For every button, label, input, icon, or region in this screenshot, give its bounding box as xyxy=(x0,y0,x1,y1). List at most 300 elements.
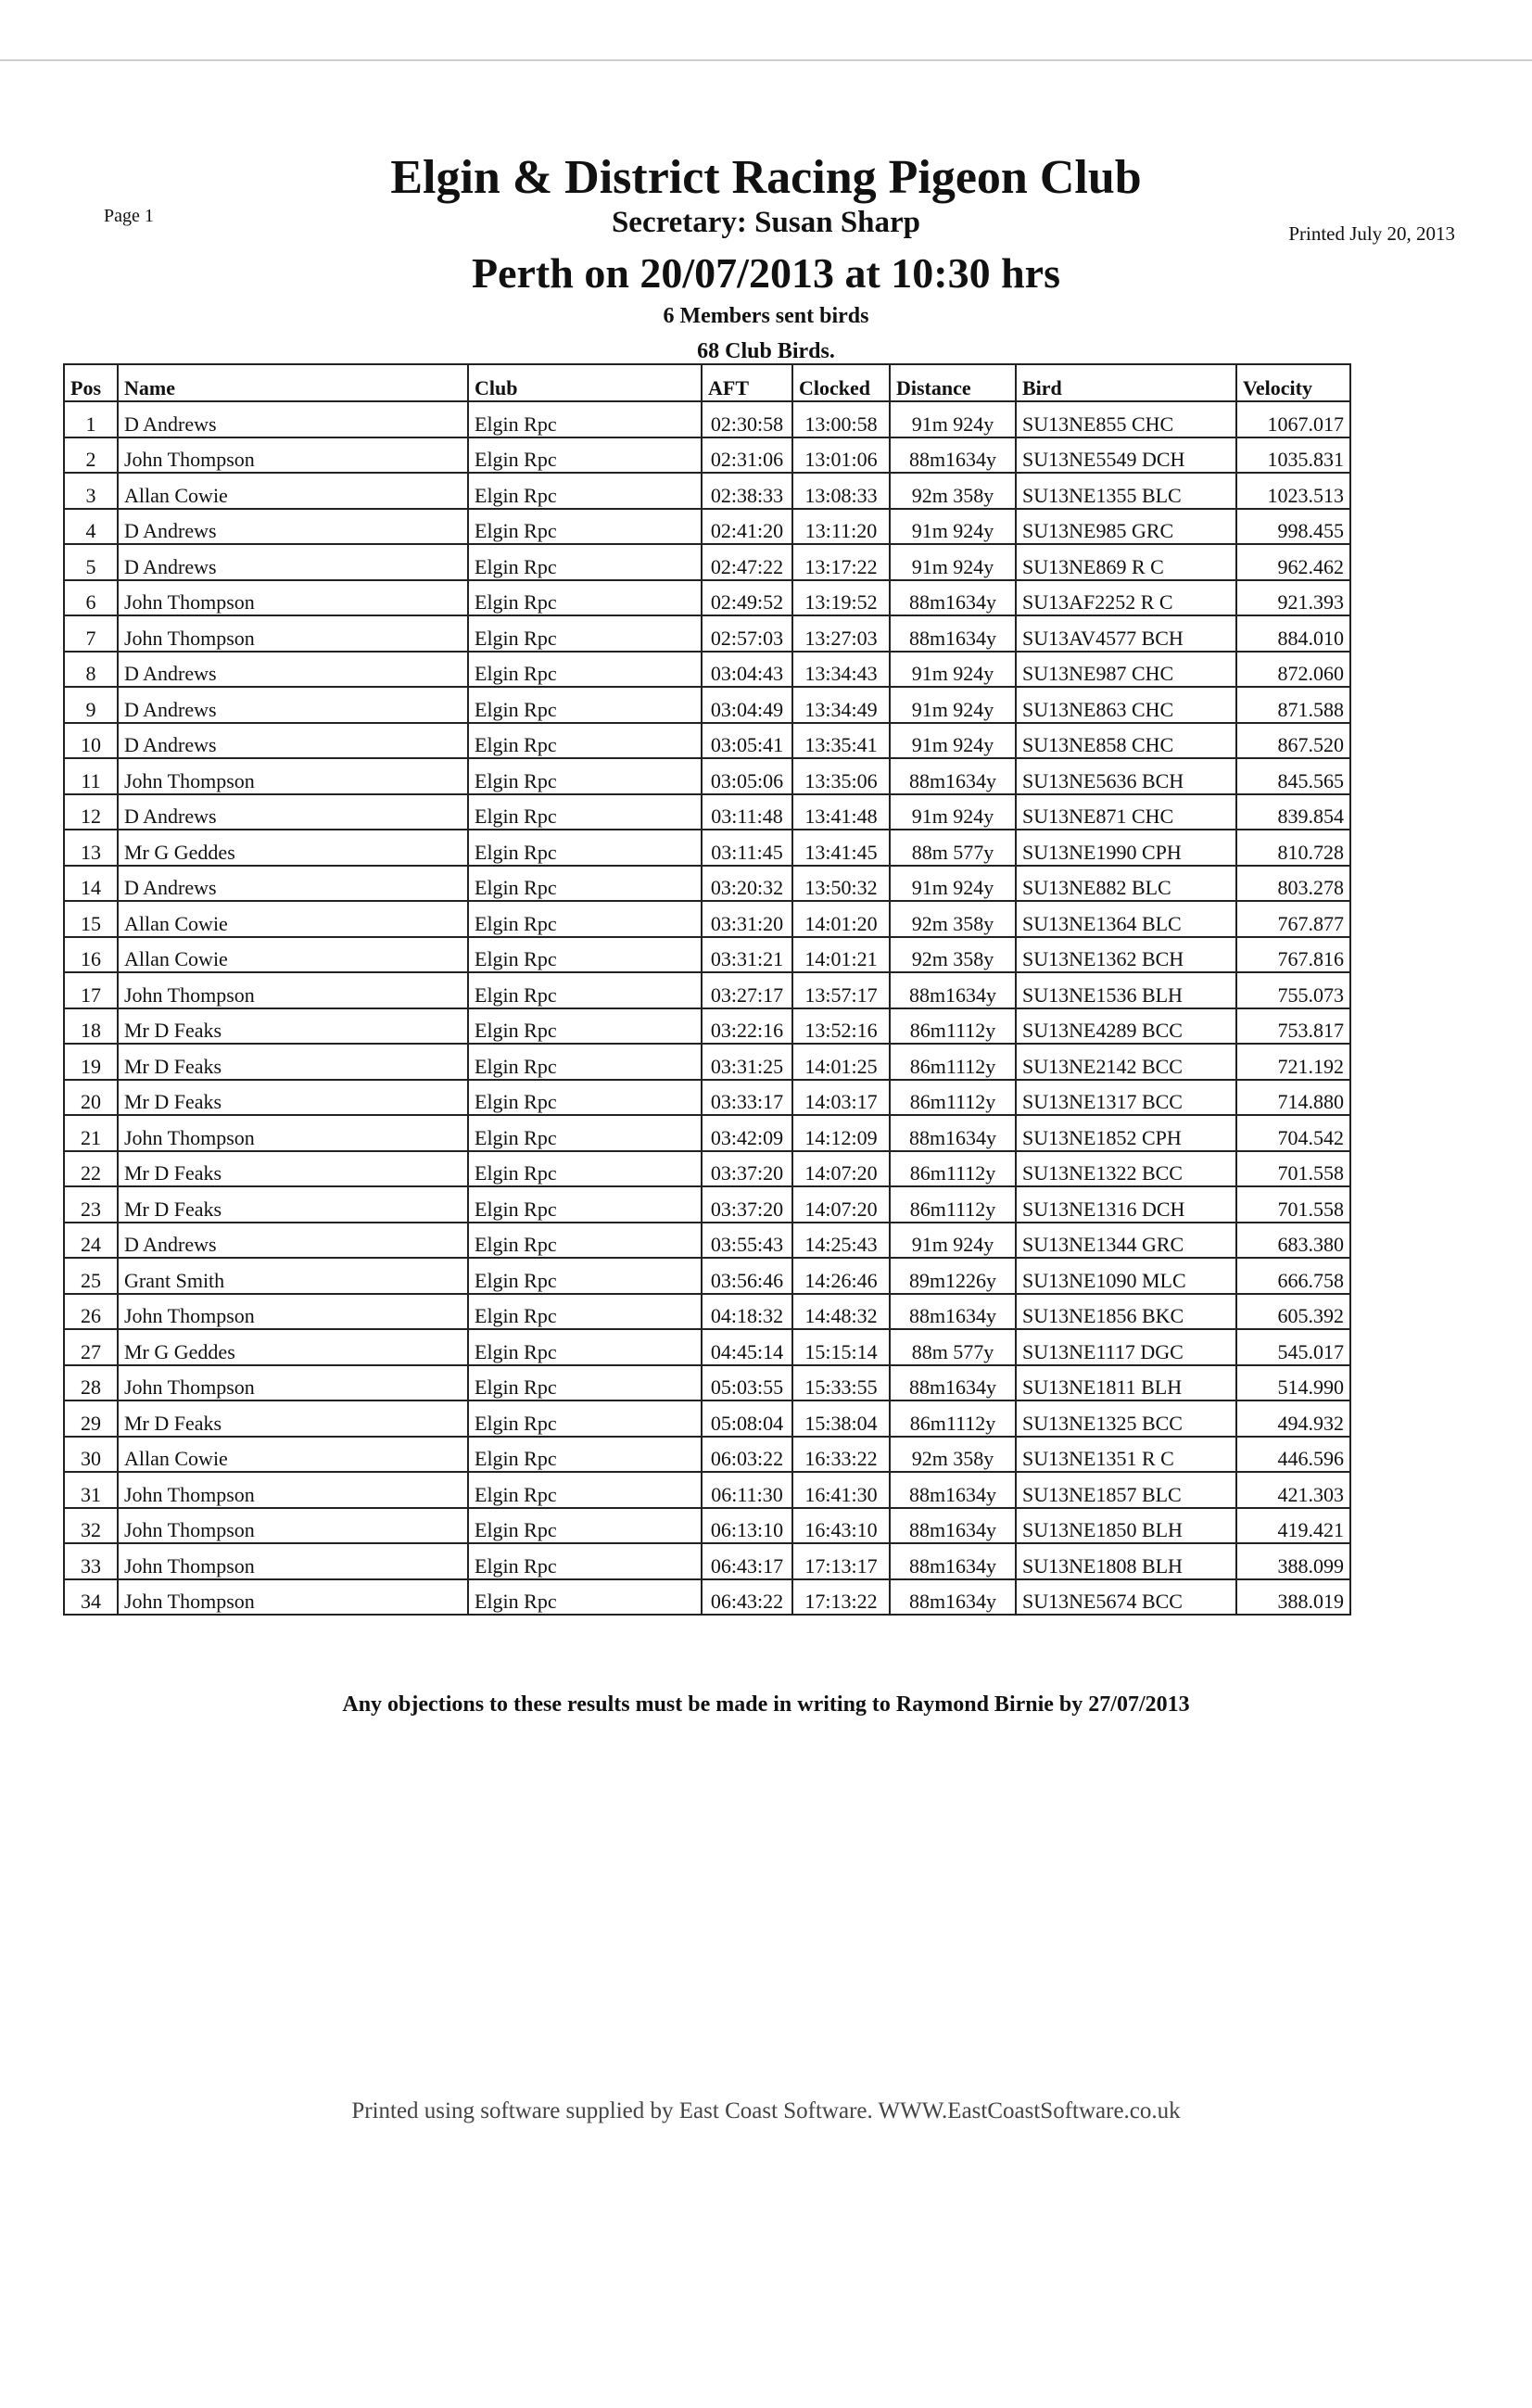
bird-cell: SU13NE882 BLC xyxy=(1016,866,1236,902)
club-cell: Elgin Rpc xyxy=(468,687,702,723)
velocity-cell: 921.393 xyxy=(1236,580,1350,616)
name-cell: D Andrews xyxy=(118,1223,468,1259)
pos-cell: 2 xyxy=(64,437,118,474)
name-cell: D Andrews xyxy=(118,723,468,759)
table-row xyxy=(64,509,1350,545)
distance-cell: 88m1634y xyxy=(890,580,1016,616)
aft-cell: 03:05:06 xyxy=(702,758,792,794)
bird-cell: SU13NE1317 BCC xyxy=(1016,1080,1236,1116)
column-header: AFT xyxy=(702,364,792,401)
distance-cell: 88m1634y xyxy=(890,1115,1016,1151)
bird-cell: SU13NE1852 CPH xyxy=(1016,1115,1236,1151)
clocked-cell: 17:13:22 xyxy=(792,1579,890,1616)
distance-cell: 89m1226y xyxy=(890,1258,1016,1294)
table-row xyxy=(64,687,1350,723)
clocked-cell: 13:41:48 xyxy=(792,794,890,830)
club-cell: Elgin Rpc xyxy=(468,723,702,759)
bird-cell: SU13NE1322 BCC xyxy=(1016,1151,1236,1187)
table-row xyxy=(64,1008,1350,1045)
distance-cell: 91m 924y xyxy=(890,794,1016,830)
aft-cell: 06:03:22 xyxy=(702,1437,792,1473)
aft-cell: 02:30:58 xyxy=(702,401,792,437)
pos-cell: 30 xyxy=(64,1437,118,1473)
objections-note: Any objections to these results must be made in writing to Raymond Birnie by 27/07/2013 xyxy=(342,1692,1190,1717)
pos-cell: 32 xyxy=(64,1508,118,1544)
name-cell: John Thompson xyxy=(118,580,468,616)
club-cell: Elgin Rpc xyxy=(468,1186,702,1223)
race-title: Perth on 20/07/2013 at 10:30 hrs xyxy=(471,249,1060,297)
aft-cell: 03:42:09 xyxy=(702,1115,792,1151)
aft-cell: 02:41:20 xyxy=(702,509,792,545)
aft-cell: 02:47:22 xyxy=(702,544,792,580)
club-cell: Elgin Rpc xyxy=(468,1008,702,1045)
table-row xyxy=(64,901,1350,937)
club-cell: Elgin Rpc xyxy=(468,401,702,437)
aft-cell: 03:31:25 xyxy=(702,1044,792,1080)
distance-cell: 88m1634y xyxy=(890,1365,1016,1401)
table-row xyxy=(64,1400,1350,1437)
aft-cell: 03:31:21 xyxy=(702,937,792,973)
table-row xyxy=(64,1294,1350,1330)
club-cell: Elgin Rpc xyxy=(468,1258,702,1294)
table-row xyxy=(64,544,1350,580)
clocked-cell: 14:01:25 xyxy=(792,1044,890,1080)
distance-cell: 88m1634y xyxy=(890,437,1016,474)
club-cell: Elgin Rpc xyxy=(468,937,702,973)
printed-date: Printed July 20, 2013 xyxy=(1288,222,1455,245)
page-number: Page 1 xyxy=(104,206,154,226)
club-cell: Elgin Rpc xyxy=(468,473,702,509)
clocked-cell: 13:52:16 xyxy=(792,1008,890,1045)
clocked-cell: 16:33:22 xyxy=(792,1437,890,1473)
aft-cell: 02:57:03 xyxy=(702,615,792,652)
column-header: Name xyxy=(118,364,468,401)
name-cell: Mr D Feaks xyxy=(118,1400,468,1437)
table-row xyxy=(64,937,1350,973)
velocity-cell: 884.010 xyxy=(1236,615,1350,652)
bird-cell: SU13NE1316 DCH xyxy=(1016,1186,1236,1223)
pos-cell: 27 xyxy=(64,1329,118,1365)
table-row xyxy=(64,580,1350,616)
table-row xyxy=(64,972,1350,1008)
club-cell: Elgin Rpc xyxy=(468,652,702,688)
bird-cell: SU13NE4289 BCC xyxy=(1016,1008,1236,1045)
bird-cell: SU13NE1090 MLC xyxy=(1016,1258,1236,1294)
pos-cell: 11 xyxy=(64,758,118,794)
name-cell: Mr D Feaks xyxy=(118,1044,468,1080)
bird-cell: SU13NE1856 BKC xyxy=(1016,1294,1236,1330)
clocked-cell: 14:25:43 xyxy=(792,1223,890,1259)
name-cell: D Andrews xyxy=(118,794,468,830)
velocity-cell: 683.380 xyxy=(1236,1223,1350,1259)
velocity-cell: 803.278 xyxy=(1236,866,1350,902)
bird-cell: SU13NE858 CHC xyxy=(1016,723,1236,759)
table-row xyxy=(64,1186,1350,1223)
table-row xyxy=(64,1437,1350,1473)
velocity-cell: 767.877 xyxy=(1236,901,1350,937)
clocked-cell: 14:03:17 xyxy=(792,1080,890,1116)
clocked-cell: 13:50:32 xyxy=(792,866,890,902)
distance-cell: 88m 577y xyxy=(890,1329,1016,1365)
club-cell: Elgin Rpc xyxy=(468,1044,702,1080)
bird-cell: SU13NE1344 GRC xyxy=(1016,1223,1236,1259)
velocity-cell: 998.455 xyxy=(1236,509,1350,545)
table-row xyxy=(64,1258,1350,1294)
velocity-cell: 721.192 xyxy=(1236,1044,1350,1080)
pos-cell: 31 xyxy=(64,1472,118,1508)
distance-cell: 88m 577y xyxy=(890,830,1016,866)
bird-cell: SU13NE1811 BLH xyxy=(1016,1365,1236,1401)
table-row xyxy=(64,1151,1350,1187)
club-cell: Elgin Rpc xyxy=(468,1080,702,1116)
bird-cell: SU13NE1850 BLH xyxy=(1016,1508,1236,1544)
aft-cell: 03:11:45 xyxy=(702,830,792,866)
name-cell: Mr D Feaks xyxy=(118,1080,468,1116)
distance-cell: 88m1634y xyxy=(890,615,1016,652)
aft-cell: 03:11:48 xyxy=(702,794,792,830)
pos-cell: 18 xyxy=(64,1008,118,1045)
pos-cell: 22 xyxy=(64,1151,118,1187)
club-cell: Elgin Rpc xyxy=(468,509,702,545)
pos-cell: 12 xyxy=(64,794,118,830)
club-cell: Elgin Rpc xyxy=(468,972,702,1008)
aft-cell: 03:04:49 xyxy=(702,687,792,723)
name-cell: D Andrews xyxy=(118,544,468,580)
pos-cell: 33 xyxy=(64,1543,118,1579)
distance-cell: 91m 924y xyxy=(890,1223,1016,1259)
clocked-cell: 13:35:41 xyxy=(792,723,890,759)
bird-cell: SU13AF2252 R C xyxy=(1016,580,1236,616)
table-row xyxy=(64,723,1350,759)
bird-cell: SU13NE987 CHC xyxy=(1016,652,1236,688)
clocked-cell: 13:08:33 xyxy=(792,473,890,509)
club-cell: Elgin Rpc xyxy=(468,1543,702,1579)
club-title: Elgin & District Racing Pigeon Club xyxy=(390,151,1142,204)
velocity-cell: 1023.513 xyxy=(1236,473,1350,509)
bird-cell: SU13NE5636 BCH xyxy=(1016,758,1236,794)
distance-cell: 86m1112y xyxy=(890,1186,1016,1223)
distance-cell: 86m1112y xyxy=(890,1008,1016,1045)
pos-cell: 26 xyxy=(64,1294,118,1330)
pos-cell: 24 xyxy=(64,1223,118,1259)
velocity-cell: 419.421 xyxy=(1236,1508,1350,1544)
aft-cell: 02:31:06 xyxy=(702,437,792,474)
aft-cell: 03:56:46 xyxy=(702,1258,792,1294)
bird-cell: SU13NE871 CHC xyxy=(1016,794,1236,830)
table-header-row xyxy=(64,364,1350,401)
pos-cell: 17 xyxy=(64,972,118,1008)
distance-cell: 86m1112y xyxy=(890,1044,1016,1080)
distance-cell: 86m1112y xyxy=(890,1400,1016,1437)
clocked-cell: 14:07:20 xyxy=(792,1151,890,1187)
velocity-cell: 872.060 xyxy=(1236,652,1350,688)
bird-cell: SU13NE855 CHC xyxy=(1016,401,1236,437)
aft-cell: 03:05:41 xyxy=(702,723,792,759)
name-cell: John Thompson xyxy=(118,1115,468,1151)
distance-cell: 88m1634y xyxy=(890,1472,1016,1508)
bird-cell: SU13NE5674 BCC xyxy=(1016,1579,1236,1616)
distance-cell: 88m1634y xyxy=(890,972,1016,1008)
name-cell: John Thompson xyxy=(118,758,468,794)
name-cell: D Andrews xyxy=(118,509,468,545)
name-cell: Grant Smith xyxy=(118,1258,468,1294)
pos-cell: 28 xyxy=(64,1365,118,1401)
club-cell: Elgin Rpc xyxy=(468,794,702,830)
secretary-line: Secretary: Susan Sharp xyxy=(611,206,921,239)
clocked-cell: 14:07:20 xyxy=(792,1186,890,1223)
club-cell: Elgin Rpc xyxy=(468,758,702,794)
velocity-cell: 962.462 xyxy=(1236,544,1350,580)
table-row xyxy=(64,1329,1350,1365)
bird-cell: SU13NE1990 CPH xyxy=(1016,830,1236,866)
velocity-cell: 446.596 xyxy=(1236,1437,1350,1473)
clocked-cell: 15:33:55 xyxy=(792,1365,890,1401)
distance-cell: 88m1634y xyxy=(890,1508,1016,1544)
name-cell: John Thompson xyxy=(118,1365,468,1401)
top-rule xyxy=(0,59,1532,61)
pos-cell: 14 xyxy=(64,866,118,902)
table-row xyxy=(64,866,1350,902)
distance-cell: 92m 358y xyxy=(890,473,1016,509)
velocity-cell: 845.565 xyxy=(1236,758,1350,794)
name-cell: Allan Cowie xyxy=(118,937,468,973)
aft-cell: 06:13:10 xyxy=(702,1508,792,1544)
table-row xyxy=(64,794,1350,830)
club-cell: Elgin Rpc xyxy=(468,580,702,616)
bird-cell: SU13NE1362 BCH xyxy=(1016,937,1236,973)
bird-cell: SU13NE1355 BLC xyxy=(1016,473,1236,509)
club-cell: Elgin Rpc xyxy=(468,1365,702,1401)
club-cell: Elgin Rpc xyxy=(468,1223,702,1259)
column-header: Distance xyxy=(890,364,1016,401)
aft-cell: 03:37:20 xyxy=(702,1151,792,1187)
results-table xyxy=(63,363,1351,1616)
club-cell: Elgin Rpc xyxy=(468,1472,702,1508)
bird-cell: SU13NE1808 BLH xyxy=(1016,1543,1236,1579)
velocity-cell: 767.816 xyxy=(1236,937,1350,973)
clocked-cell: 13:11:20 xyxy=(792,509,890,545)
aft-cell: 03:55:43 xyxy=(702,1223,792,1259)
table-row xyxy=(64,830,1350,866)
column-header: Velocity xyxy=(1236,364,1350,401)
distance-cell: 88m1634y xyxy=(890,758,1016,794)
velocity-cell: 714.880 xyxy=(1236,1080,1350,1116)
pos-cell: 9 xyxy=(64,687,118,723)
clocked-cell: 14:01:20 xyxy=(792,901,890,937)
pos-cell: 16 xyxy=(64,937,118,973)
velocity-cell: 421.303 xyxy=(1236,1472,1350,1508)
clocked-cell: 15:15:14 xyxy=(792,1329,890,1365)
distance-cell: 92m 358y xyxy=(890,937,1016,973)
club-cell: Elgin Rpc xyxy=(468,901,702,937)
table-row xyxy=(64,1115,1350,1151)
name-cell: John Thompson xyxy=(118,1543,468,1579)
velocity-cell: 494.932 xyxy=(1236,1400,1350,1437)
aft-cell: 03:31:20 xyxy=(702,901,792,937)
velocity-cell: 1067.017 xyxy=(1236,401,1350,437)
name-cell: D Andrews xyxy=(118,866,468,902)
velocity-cell: 867.520 xyxy=(1236,723,1350,759)
clocked-cell: 14:12:09 xyxy=(792,1115,890,1151)
name-cell: D Andrews xyxy=(118,652,468,688)
table-row xyxy=(64,1365,1350,1401)
table-row xyxy=(64,758,1350,794)
bird-cell: SU13NE869 R C xyxy=(1016,544,1236,580)
bird-cell: SU13NE2142 BCC xyxy=(1016,1044,1236,1080)
velocity-cell: 753.817 xyxy=(1236,1008,1350,1045)
column-header: Club xyxy=(468,364,702,401)
name-cell: Allan Cowie xyxy=(118,473,468,509)
distance-cell: 86m1112y xyxy=(890,1151,1016,1187)
velocity-cell: 605.392 xyxy=(1236,1294,1350,1330)
distance-cell: 91m 924y xyxy=(890,544,1016,580)
clocked-cell: 13:27:03 xyxy=(792,615,890,652)
name-cell: John Thompson xyxy=(118,1472,468,1508)
velocity-cell: 666.758 xyxy=(1236,1258,1350,1294)
velocity-cell: 839.854 xyxy=(1236,794,1350,830)
distance-cell: 88m1634y xyxy=(890,1579,1016,1616)
club-cell: Elgin Rpc xyxy=(468,1115,702,1151)
pos-cell: 15 xyxy=(64,901,118,937)
velocity-cell: 704.542 xyxy=(1236,1115,1350,1151)
club-cell: Elgin Rpc xyxy=(468,1400,702,1437)
bird-cell: SU13NE1117 DGC xyxy=(1016,1329,1236,1365)
clocked-cell: 13:17:22 xyxy=(792,544,890,580)
velocity-cell: 1035.831 xyxy=(1236,437,1350,474)
bird-cell: SU13NE1351 R C xyxy=(1016,1437,1236,1473)
clocked-cell: 13:35:06 xyxy=(792,758,890,794)
club-cell: Elgin Rpc xyxy=(468,1294,702,1330)
clocked-cell: 14:26:46 xyxy=(792,1258,890,1294)
club-cell: Elgin Rpc xyxy=(468,1437,702,1473)
clocked-cell: 13:01:06 xyxy=(792,437,890,474)
name-cell: John Thompson xyxy=(118,615,468,652)
velocity-cell: 388.099 xyxy=(1236,1543,1350,1579)
pos-cell: 19 xyxy=(64,1044,118,1080)
table-row xyxy=(64,1579,1350,1616)
aft-cell: 03:27:17 xyxy=(702,972,792,1008)
club-cell: Elgin Rpc xyxy=(468,1508,702,1544)
pos-cell: 5 xyxy=(64,544,118,580)
pos-cell: 25 xyxy=(64,1258,118,1294)
pos-cell: 6 xyxy=(64,580,118,616)
aft-cell: 06:43:17 xyxy=(702,1543,792,1579)
distance-cell: 86m1112y xyxy=(890,1080,1016,1116)
aft-cell: 06:11:30 xyxy=(702,1472,792,1508)
name-cell: D Andrews xyxy=(118,401,468,437)
table-row xyxy=(64,1080,1350,1116)
aft-cell: 05:03:55 xyxy=(702,1365,792,1401)
clocked-cell: 14:01:21 xyxy=(792,937,890,973)
bird-cell: SU13AV4577 BCH xyxy=(1016,615,1236,652)
name-cell: Allan Cowie xyxy=(118,901,468,937)
distance-cell: 88m1634y xyxy=(890,1543,1016,1579)
velocity-cell: 701.558 xyxy=(1236,1186,1350,1223)
distance-cell: 92m 358y xyxy=(890,1437,1016,1473)
distance-cell: 92m 358y xyxy=(890,901,1016,937)
velocity-cell: 545.017 xyxy=(1236,1329,1350,1365)
club-cell: Elgin Rpc xyxy=(468,437,702,474)
club-cell: Elgin Rpc xyxy=(468,1329,702,1365)
table-row xyxy=(64,401,1350,437)
pos-cell: 10 xyxy=(64,723,118,759)
name-cell: John Thompson xyxy=(118,437,468,474)
name-cell: Mr D Feaks xyxy=(118,1186,468,1223)
bird-cell: SU13NE863 CHC xyxy=(1016,687,1236,723)
clocked-cell: 17:13:17 xyxy=(792,1543,890,1579)
velocity-cell: 514.990 xyxy=(1236,1365,1350,1401)
aft-cell: 02:38:33 xyxy=(702,473,792,509)
results-body xyxy=(64,401,1350,1615)
name-cell: Mr D Feaks xyxy=(118,1008,468,1045)
aft-cell: 04:45:14 xyxy=(702,1329,792,1365)
name-cell: Mr G Geddes xyxy=(118,830,468,866)
clocked-cell: 13:57:17 xyxy=(792,972,890,1008)
pos-cell: 20 xyxy=(64,1080,118,1116)
aft-cell: 05:08:04 xyxy=(702,1400,792,1437)
pos-cell: 4 xyxy=(64,509,118,545)
aft-cell: 06:43:22 xyxy=(702,1579,792,1616)
bird-cell: SU13NE1857 BLC xyxy=(1016,1472,1236,1508)
bird-cell: SU13NE1325 BCC xyxy=(1016,1400,1236,1437)
aft-cell: 03:37:20 xyxy=(702,1186,792,1223)
pos-cell: 21 xyxy=(64,1115,118,1151)
bird-cell: SU13NE5549 DCH xyxy=(1016,437,1236,474)
distance-cell: 91m 924y xyxy=(890,509,1016,545)
name-cell: Mr G Geddes xyxy=(118,1329,468,1365)
distance-cell: 91m 924y xyxy=(890,401,1016,437)
club-cell: Elgin Rpc xyxy=(468,1579,702,1616)
name-cell: D Andrews xyxy=(118,687,468,723)
software-footer: Printed using software supplied by East Coast Software. WWW.EastCoastSoftware.co.uk xyxy=(351,2098,1181,2123)
club-cell: Elgin Rpc xyxy=(468,544,702,580)
aft-cell: 03:04:43 xyxy=(702,652,792,688)
table-row xyxy=(64,1044,1350,1080)
table-row xyxy=(64,1508,1350,1544)
club-cell: Elgin Rpc xyxy=(468,615,702,652)
name-cell: John Thompson xyxy=(118,972,468,1008)
clocked-cell: 16:41:30 xyxy=(792,1472,890,1508)
pos-cell: 1 xyxy=(64,401,118,437)
pos-cell: 7 xyxy=(64,615,118,652)
velocity-cell: 810.728 xyxy=(1236,830,1350,866)
clocked-cell: 15:38:04 xyxy=(792,1400,890,1437)
column-header: Bird xyxy=(1016,364,1236,401)
clocked-cell: 13:00:58 xyxy=(792,401,890,437)
name-cell: Mr D Feaks xyxy=(118,1151,468,1187)
velocity-cell: 701.558 xyxy=(1236,1151,1350,1187)
aft-cell: 03:33:17 xyxy=(702,1080,792,1116)
column-header: Pos xyxy=(64,364,118,401)
table-row xyxy=(64,652,1350,688)
aft-cell: 03:20:32 xyxy=(702,866,792,902)
club-cell: Elgin Rpc xyxy=(468,830,702,866)
members-count: 6 Members sent birds xyxy=(663,304,869,328)
name-cell: John Thompson xyxy=(118,1294,468,1330)
bird-cell: SU13NE985 GRC xyxy=(1016,509,1236,545)
club-cell: Elgin Rpc xyxy=(468,1151,702,1187)
table-row xyxy=(64,437,1350,474)
table-row xyxy=(64,1472,1350,1508)
pos-cell: 3 xyxy=(64,473,118,509)
club-cell: Elgin Rpc xyxy=(468,866,702,902)
clocked-cell: 13:41:45 xyxy=(792,830,890,866)
distance-cell: 91m 924y xyxy=(890,723,1016,759)
distance-cell: 91m 924y xyxy=(890,866,1016,902)
clocked-cell: 13:19:52 xyxy=(792,580,890,616)
table-row xyxy=(64,615,1350,652)
pos-cell: 8 xyxy=(64,652,118,688)
